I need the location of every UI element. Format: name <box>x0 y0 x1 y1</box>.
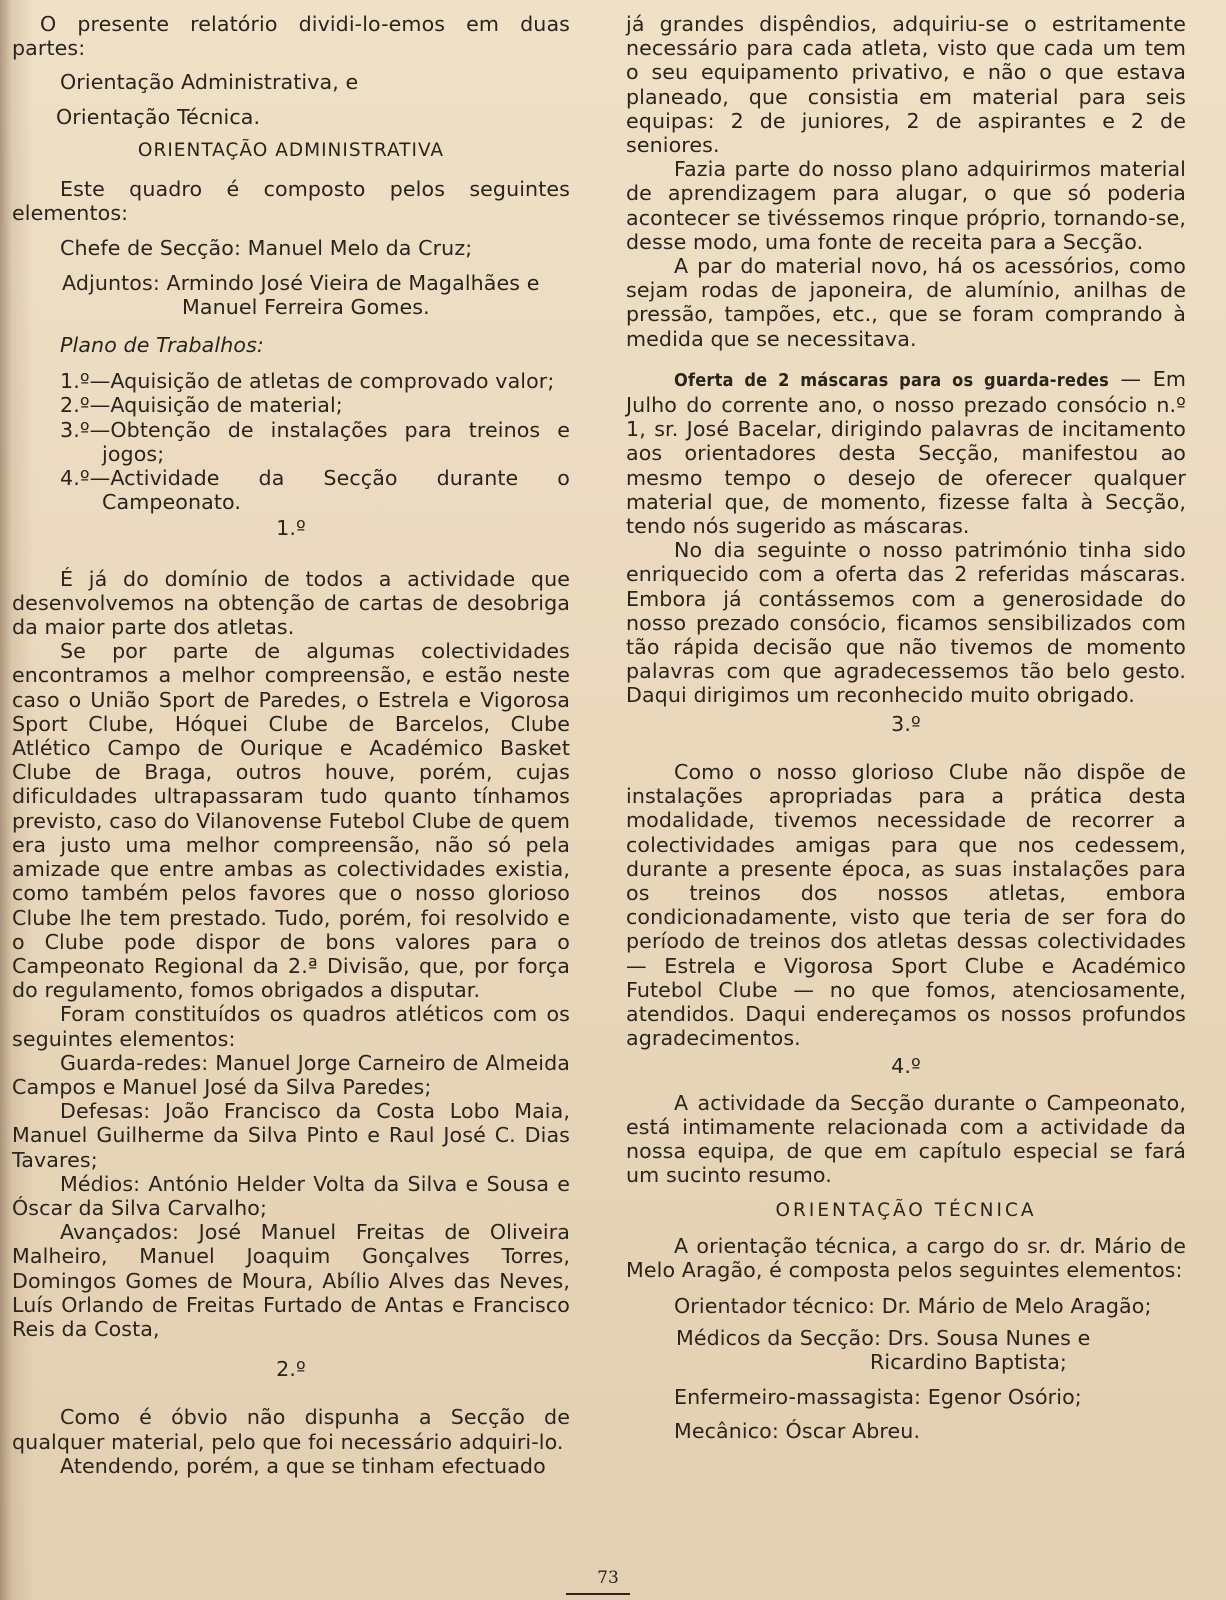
adjuntos-line: Adjuntos: Armindo José Vieira de Magalhães e Manuel Ferreira Gomes. <box>62 270 540 319</box>
footer-rule <box>566 1593 630 1595</box>
paragraph: Como é óbvio não dispunha a Secção de qualquer material, pelo que foi necessário adquiri-lo. <box>12 1405 570 1454</box>
intro-paragraph: O presente relatório dividi-lo-emos em duas partes: <box>12 12 570 61</box>
paragraph: Foram constituídos os quadros atléticos com os seguintes elementos: <box>12 1002 570 1051</box>
section-heading-tecnica: ORIENTAÇÃO TÉCNICA <box>775 1200 1037 1222</box>
staff-mecanico: Mecânico: Óscar Abreu. <box>674 1418 921 1443</box>
paragraph: A actividade da Secção durante o Campeonato, está intimamente relacionada com a actividade da nossa equipa, de que em capítulo especial se fará um sucinto resumo. <box>626 1090 1186 1188</box>
oferta-paragraph <box>626 367 1186 538</box>
staff-orientador: Orientador técnico: Dr. Mário de Melo Aragão; <box>674 1293 1152 1318</box>
roster-medios: Médios: António Helder Volta da Silva e Sousa e Óscar da Silva Carvalho; <box>12 1171 570 1220</box>
roster-guarda-redes: Guarda-redes: Manuel Jorge Carneiro de Almeida Campos e Manuel José da Silva Paredes; <box>12 1050 570 1099</box>
right-column <box>626 12 1186 1443</box>
staff-medicos: Médicos da Secção: Drs. Sousa Nunes e Ricardino Baptista; <box>676 1326 1091 1375</box>
plano-list <box>12 369 570 514</box>
paragraph: A orientação técnica, a cargo do sr. dr. Mário de Melo Aragão, é composta pelos seguintes elementos: <box>626 1233 1186 1282</box>
paragraph: A par do material novo, há os acessórios, como sejam rodas de japoneira, de alumínio, anilhas de pressão, tampões, etc., que se foram comprando à medida que se necessitava. <box>626 254 1186 351</box>
oferta-text: — Em Julho do corrente ano, o nosso prezado consócio n.º 1, sr. José Bacelar, dirigindo palavras de incitamento aos orientadores desta Secção, manifestou ao mesmo tempo o desejo de oferecer qualquer material que, de momento, fizesse falta à Secção, tendo nós sugerido as máscaras. <box>626 366 1186 539</box>
paragraph: Fazia parte do nosso plano adquirirmos material de aprendizagem para alugar, o que só poderia acontecer se tivéssemos rinque próprio, tornando-se, desse modo, uma fonte de receita para a Secção. <box>626 157 1186 254</box>
paragraph: Atendendo, porém, a que se tinham efectuado <box>60 1453 546 1478</box>
section-heading-admin: ORIENTAÇÃO ADMINISTRATIVA <box>137 139 445 161</box>
paragraph: já grandes dispêndios, adquiriu-se o estritamente necessário para cada atleta, visto que cada um tem o seu equipamento privativo, e não o que estava planeado, que consistia em material para seis equipas: 2 de juniores, 2 de aspirantes e 2 de seniores. <box>626 12 1186 158</box>
plano-item: 4.º—Actividade da Secção durante o Campeonato. <box>60 466 570 515</box>
staff-enfermeiro: Enfermeiro-massagista: Egenor Osório; <box>674 1384 1082 1409</box>
paragraph: Como o nosso glorioso Clube não dispõe de instalações apropriadas para a prática desta modalidade, tivemos necessidade de recorrer a colectividades amigas para que nos cedessem, durante a presente época, as suas instalações para os treinos dos nossos atletas, embora condicionadamente, visto que teria de ser fora do período de treinos dos atletas dessas colectividades — Estrela e Vigorosa Sport Clube e Académico Futebol Clube — no que fomos, atenciosamente, atendidos. Daqui endereçamos os nossos profundos agradecimentos. <box>626 759 1186 1051</box>
roster-defesas: Defesas: João Francisco da Costa Lobo Maia, Manuel Guilherme da Silva Pinto e Raul José C. Dias Tavares; <box>12 1099 570 1172</box>
quadro-intro: Este quadro é composto pelos seguintes elementos: <box>12 177 570 226</box>
paragraph: Se por parte de algumas colectividades encontramos a melhor compreensão, e estão neste caso o União Sport de Paredes, o Estrela e Vigorosa Sport Clube, Hóquei Clube de Barcelos, Clube Atlético Campo de Ourique e Académico Basket Clube de Braga, outros houve, porém, cujas dificuldades ultrapassaram tudo quanto tínhamos previsto, caso do Vilanovense Futebol Clube de quem era justo uma melhor compreensão, não só pela amizade que entre ambas as colectividades existia, como também pelos favores que o nosso glorioso Clube lhe tem prestado. Tudo, porém, foi resolvido e o Clube pode dispor de bons valores para o Campeonato Regional da 2.ª Divisão, que, por força do regulamento, fomos obrigados a disputar. <box>12 639 570 1003</box>
part-item: Orientação Administrativa, e <box>60 70 359 95</box>
plano-item: 3.º—Obtenção de instalações para treinos e jogos; <box>60 417 570 466</box>
paragraph: No dia seguinte o nosso património tinha sido enriquecido com a oferta das 2 referidas máscaras. Embora já contássemos com a generosidade do nosso prezado consócio, ficamos sensibilizados com tão rápida decisão que não tivemos de momento palavras com que agradecessemos tão belo gesto. Daqui dirigimos um reconhecido muito obrigado. <box>626 538 1186 708</box>
part-item: Orientação Técnica. <box>56 104 261 129</box>
page-footer <box>0 1568 1226 1596</box>
paragraph: É já do domínio de todos a actividade que desenvolvemos na obtenção de cartas de desobriga da maior parte dos atletas. <box>12 566 570 640</box>
section-number: 4.º <box>891 1054 921 1079</box>
oferta-lead: Oferta de 2 máscaras para os guarda-redes <box>674 369 1109 391</box>
section-number: 2.º <box>276 1357 306 1382</box>
roster-avancados: Avançados: José Manuel Freitas de Oliveira Malheiro, Manuel Joaquim Gonçalves Torres, Domingos Gomes de Moura, Abílio Alves das Neves, Luís Orlando de Freitas Furtado de Antas e Francisco Reis da Costa, <box>12 1220 570 1341</box>
plano-item: 1.º—Aquisição de atletas de comprovado valor; <box>60 369 555 394</box>
left-column <box>12 12 570 1478</box>
section-number: 3.º <box>891 711 921 736</box>
plano-title: Plano de Trabalhos: <box>60 333 264 358</box>
plano-item: 2.º—Aquisição de material; <box>60 393 343 418</box>
section-number: 1.º <box>276 516 306 541</box>
page-number: 73 <box>597 1568 619 1588</box>
chefe-line: Chefe de Secção: Manuel Melo da Cruz; <box>60 236 473 261</box>
